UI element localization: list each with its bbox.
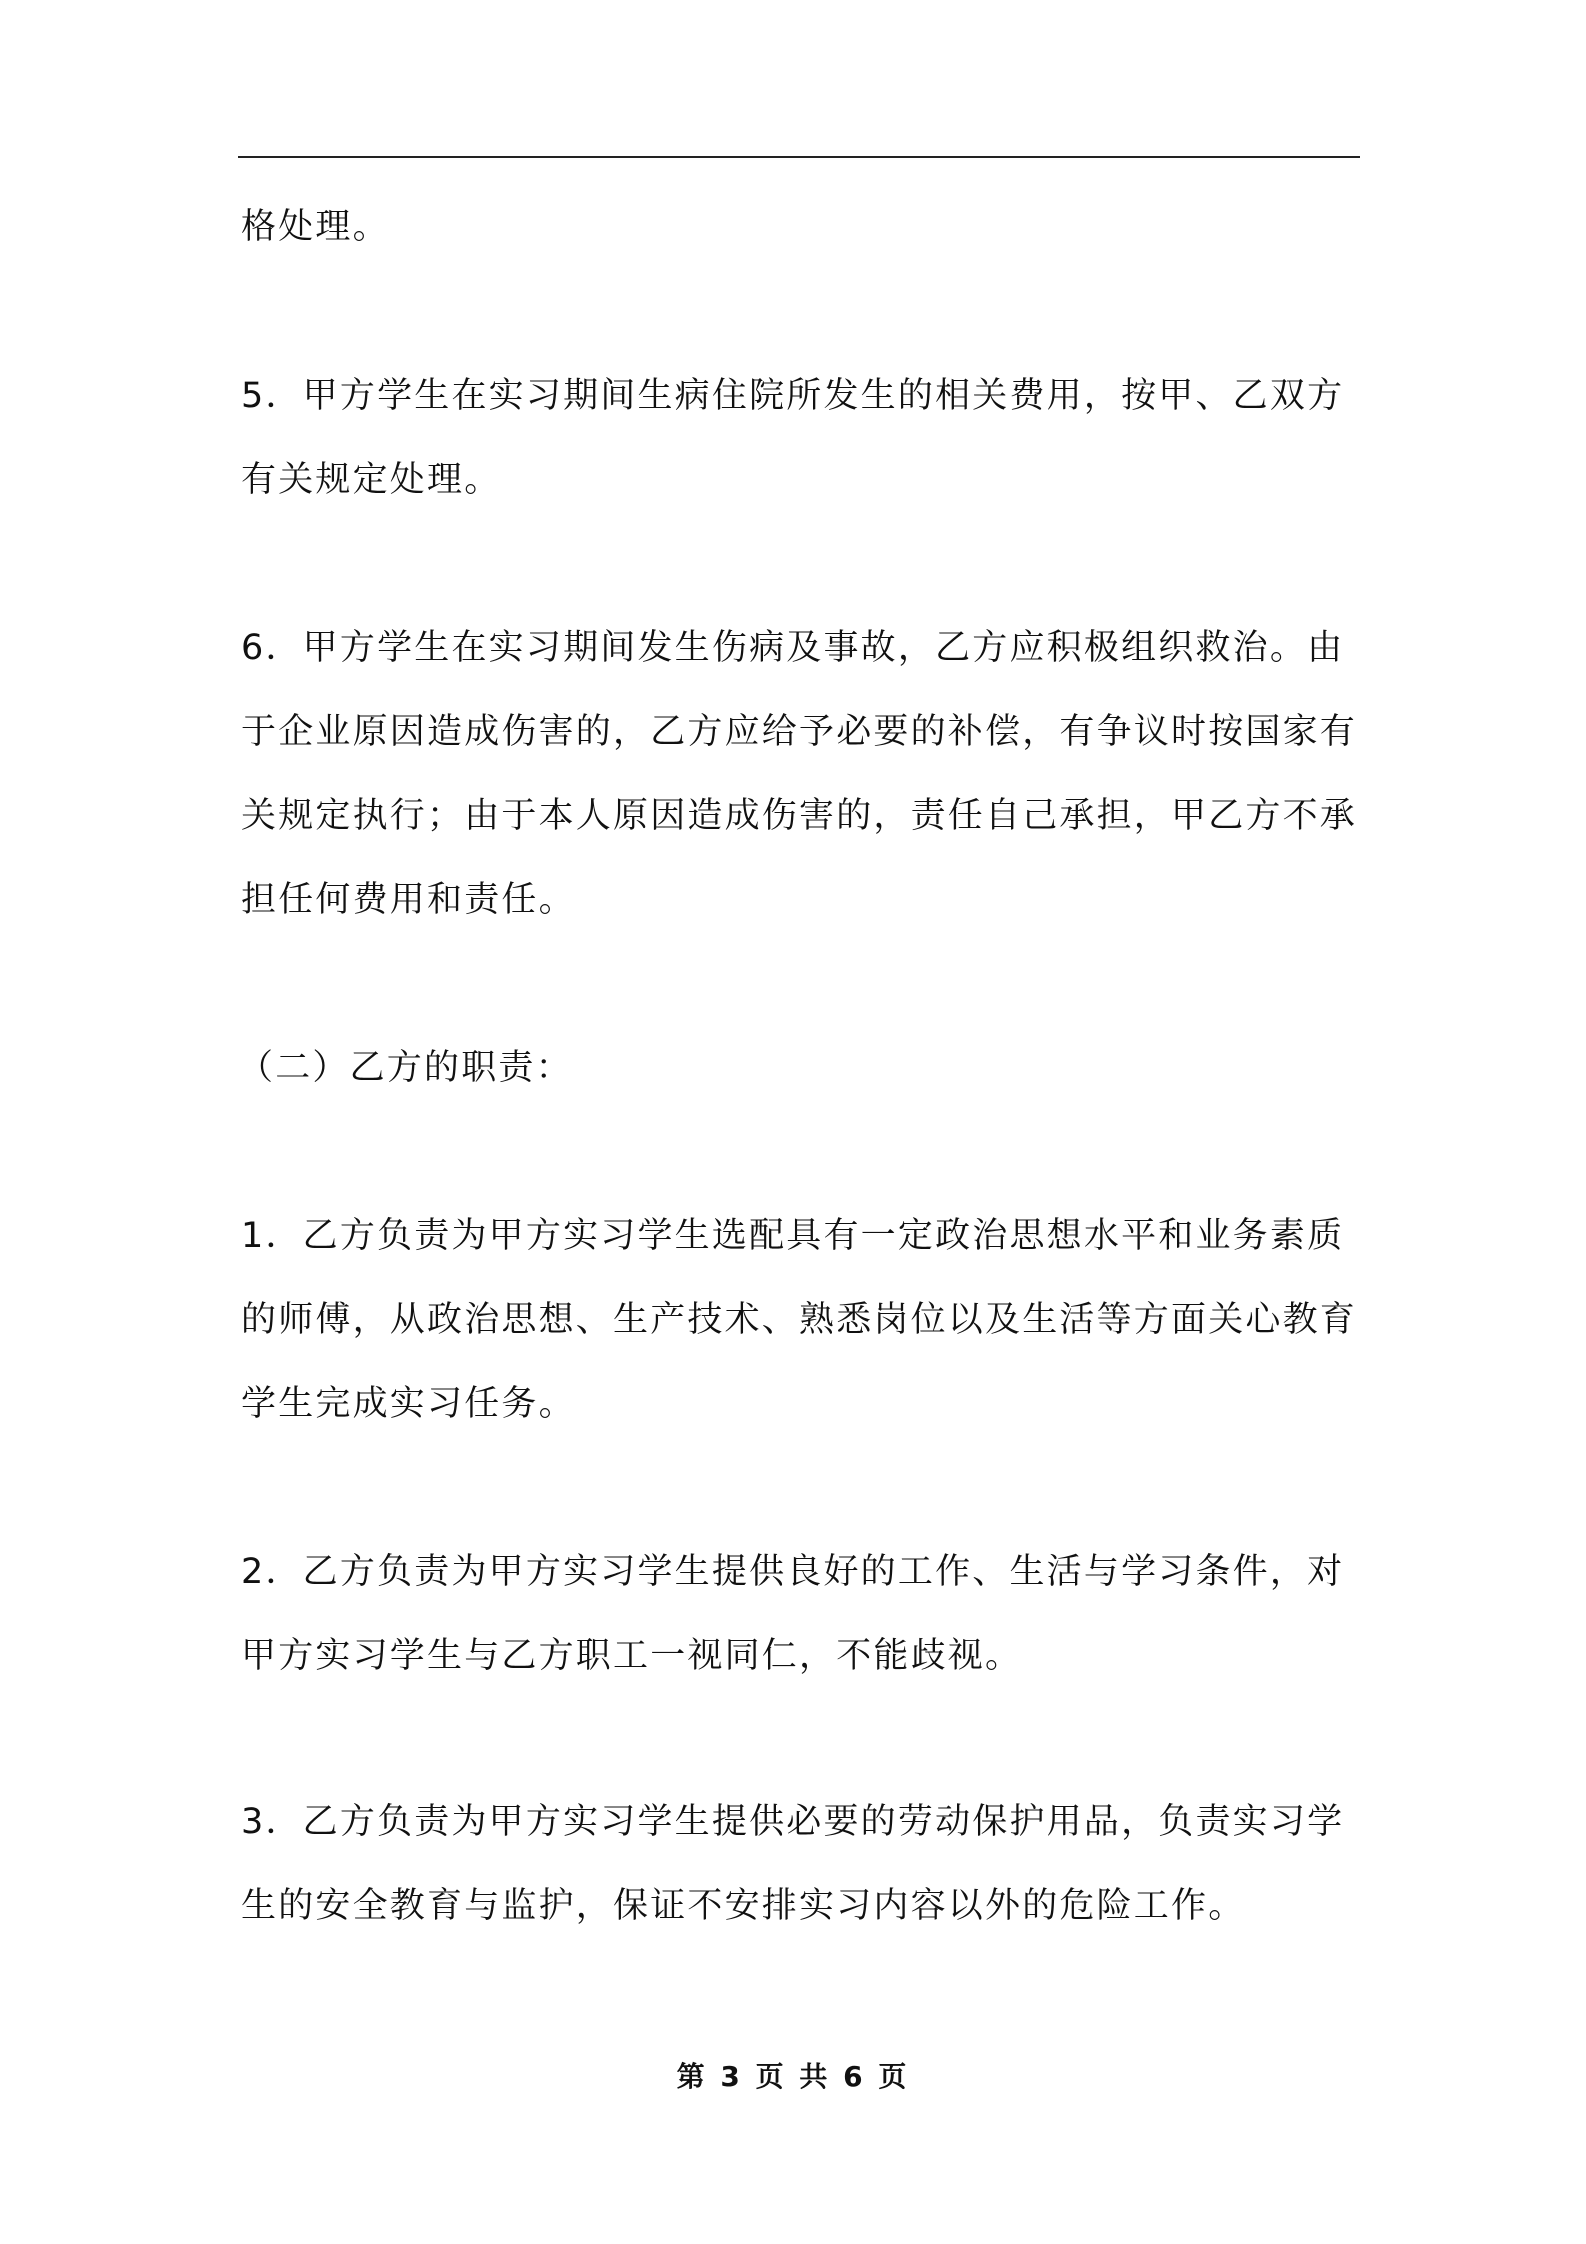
text-line: 2．乙方负责为甲方实习学生提供良好的工作、生活与学习条件，对 [241, 1552, 1345, 1592]
paragraph-item-5 [241, 354, 1363, 522]
text-line: 1．乙方负责为甲方实习学生选配具有一定政治思想水平和业务素质 [241, 1216, 1345, 1256]
paragraph-continuation [241, 185, 1363, 269]
text-line: 甲方实习学生与乙方职工一视同仁，不能歧视。 [241, 1636, 1023, 1676]
text-line: 6．甲方学生在实习期间发生伤病及事故，乙方应积极组织救治。由 [241, 628, 1345, 668]
text-line: 的师傅，从政治思想、生产技术、熟悉岗位以及生活等方面关心教育 [241, 1300, 1358, 1340]
text-line: 5．甲方学生在实习期间生病住院所发生的相关费用，按甲、乙双方 [241, 376, 1345, 416]
text-line: 关规定执行；由于本人原因造成伤害的，责任自己承担，甲乙方不承 [241, 796, 1358, 836]
text-line: 于企业原因造成伤害的，乙方应给予必要的补偿，有争议时按国家有 [241, 712, 1358, 752]
paragraph-item-6 [241, 606, 1363, 942]
paragraph-b-item-2 [241, 1530, 1363, 1698]
text-line: 生的安全教育与监护，保证不安排实习内容以外的危险工作。 [241, 1886, 1246, 1926]
text-line: 学生完成实习任务。 [241, 1384, 576, 1424]
header-rule [238, 156, 1360, 158]
section-heading-party-b-duties [238, 1026, 1360, 1110]
text-line: 3．乙方负责为甲方实习学生提供必要的劳动保护用品，负责实习学 [241, 1802, 1345, 1842]
text-line: 有关规定处理。 [241, 460, 502, 500]
text-line: （二）乙方的职责： [238, 1048, 573, 1088]
paragraph-b-item-1 [241, 1194, 1363, 1446]
text-line: 格处理。 [241, 207, 390, 247]
paragraph-b-item-3 [241, 1780, 1363, 1948]
text-line: 担任何费用和责任。 [241, 880, 576, 920]
page-number-footer: 第 3 页 共 6 页 [676, 2060, 910, 2093]
